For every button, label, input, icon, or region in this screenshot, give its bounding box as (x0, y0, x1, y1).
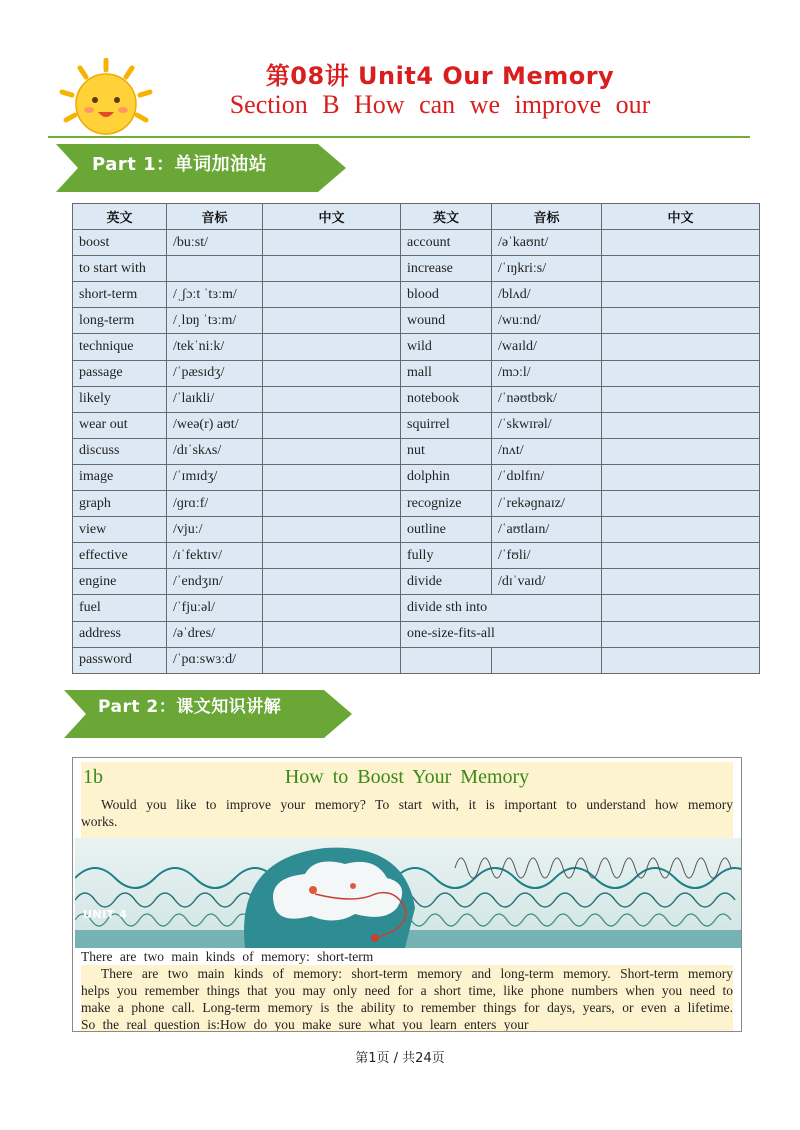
title-divider (48, 136, 750, 138)
english-word-cell: password (73, 647, 167, 673)
english-word-cell: fuel (73, 595, 167, 621)
table-row (73, 256, 760, 282)
phonetic-cell: /ˈɪŋkriːs/ (492, 256, 602, 282)
phonetic-cell: /ˈpæsɪdʒ/ (167, 360, 263, 386)
phonetic-cell: /ˈrekəɡnaɪz/ (492, 491, 602, 517)
english-word-cell: divide sth into (401, 595, 602, 621)
chinese-meaning-cell (263, 464, 401, 490)
english-word-cell (401, 647, 492, 673)
phonetic-cell: /vjuː/ (167, 517, 263, 543)
english-word-cell: one-size-fits-all (401, 621, 602, 647)
lesson-box (72, 757, 742, 1032)
lesson-paragraph-2: There are two main kinds of memory: short-term (81, 948, 733, 965)
table-row (73, 569, 760, 595)
part1-banner (56, 144, 346, 192)
english-word-cell: account (401, 230, 492, 256)
lesson-paragraph-1: Would you like to improve your memory? To start with, it is important to understand how memory works. (81, 797, 733, 829)
phonetic-cell: /nʌt/ (492, 438, 602, 464)
english-word-cell: technique (73, 334, 167, 360)
lesson-number: 1b (83, 766, 103, 788)
chinese-meaning-cell (263, 517, 401, 543)
chinese-meaning-cell (263, 386, 401, 412)
chinese-meaning-cell (602, 569, 760, 595)
english-word-cell: address (73, 621, 167, 647)
phonetic-cell: /buːst/ (167, 230, 263, 256)
memory-wave-banner-image (75, 838, 741, 948)
table-row (73, 386, 760, 412)
phonetic-cell: /ˈfʊli/ (492, 543, 602, 569)
chinese-meaning-cell (602, 517, 760, 543)
table-row (73, 360, 760, 386)
chinese-meaning-cell (263, 647, 401, 673)
english-word-cell: divide (401, 569, 492, 595)
table-row (73, 464, 760, 490)
table-row (73, 412, 760, 438)
phonetic-cell: /dɪˈvaɪd/ (492, 569, 602, 595)
chinese-meaning-cell (602, 438, 760, 464)
lesson-header-area (81, 762, 733, 840)
column-header: 英文 (401, 204, 492, 230)
phonetic-cell: /weə(r) aʊt/ (167, 412, 263, 438)
phonetic-cell: /ˈaʊtlaɪn/ (492, 517, 602, 543)
chinese-meaning-cell (602, 256, 760, 282)
english-word-cell: notebook (401, 386, 492, 412)
english-word-cell: graph (73, 491, 167, 517)
english-word-cell: blood (401, 282, 492, 308)
table-row (73, 282, 760, 308)
chinese-meaning-cell (263, 491, 401, 517)
phonetic-cell: /əˈkaʊnt/ (492, 230, 602, 256)
phonetic-cell: /ɡrɑːf/ (167, 491, 263, 517)
phonetic-cell: /mɔːl/ (492, 360, 602, 386)
english-word-cell: effective (73, 543, 167, 569)
part1-label: Part 1：单词加油站 (92, 154, 268, 175)
english-word-cell: passage (73, 360, 167, 386)
column-header: 中文 (602, 204, 760, 230)
phonetic-cell: /ˈɪmɪdʒ/ (167, 464, 263, 490)
chinese-meaning-cell (602, 308, 760, 334)
column-header: 英文 (73, 204, 167, 230)
phonetic-cell: /tekˈniːk/ (167, 334, 263, 360)
phonetic-cell: /waɪld/ (492, 334, 602, 360)
table-row (73, 595, 760, 621)
phonetic-cell: /ˌʃɔːt ˈtɜːm/ (167, 282, 263, 308)
table-row (73, 230, 760, 256)
table-row (73, 543, 760, 569)
table-row (73, 438, 760, 464)
phonetic-cell: /ɪˈfektɪv/ (167, 543, 263, 569)
table-row (73, 647, 760, 673)
chinese-meaning-cell (263, 438, 401, 464)
table-row (73, 491, 760, 517)
column-header: 音标 (492, 204, 602, 230)
lesson-paragraph-3: There are two main kinds of memory: short-term memory and long-term memory. Short-term memory helps you remember things that you may only need for a short time, like phone numbers when you need to make a phone call. Long-term memory is the ability to remember things for days, years, or even a lifetime. So the real question is:How do you make sure what you learn enters your (81, 966, 733, 1032)
chinese-meaning-cell (602, 464, 760, 490)
phonetic-cell: /ˈfjuːəl/ (167, 595, 263, 621)
chinese-meaning-cell (263, 569, 401, 595)
chinese-meaning-cell (263, 308, 401, 334)
chinese-meaning-cell (602, 595, 760, 621)
table-header-row (73, 204, 760, 230)
table-row (73, 334, 760, 360)
english-word-cell: outline (401, 517, 492, 543)
english-word-cell: to start with (73, 256, 167, 282)
table-row (73, 308, 760, 334)
phonetic-cell: /blʌd/ (492, 282, 602, 308)
phonetic-cell: /wuːnd/ (492, 308, 602, 334)
english-word-cell: image (73, 464, 167, 490)
chinese-meaning-cell (263, 412, 401, 438)
table-row (73, 517, 760, 543)
chinese-meaning-cell (263, 334, 401, 360)
chinese-meaning-cell (263, 230, 401, 256)
chinese-meaning-cell (602, 386, 760, 412)
english-word-cell: wild (401, 334, 492, 360)
chinese-meaning-cell (602, 647, 760, 673)
english-word-cell: dolphin (401, 464, 492, 490)
chinese-meaning-cell (263, 621, 401, 647)
english-word-cell: fully (401, 543, 492, 569)
page-subtitle: Section B How can we improve our (229, 90, 651, 119)
chinese-meaning-cell (263, 256, 401, 282)
chinese-meaning-cell (602, 491, 760, 517)
phonetic-cell (167, 256, 263, 282)
phonetic-cell: /ˈlaɪkli/ (167, 386, 263, 412)
chinese-meaning-cell (602, 543, 760, 569)
english-word-cell: likely (73, 386, 167, 412)
vocabulary-table (72, 203, 760, 674)
phonetic-cell (492, 647, 602, 673)
english-word-cell: long-term (73, 308, 167, 334)
chinese-meaning-cell (602, 334, 760, 360)
sun-mascot-icon (56, 58, 156, 144)
english-word-cell: increase (401, 256, 492, 282)
part2-banner (56, 690, 346, 738)
english-word-cell: discuss (73, 438, 167, 464)
column-header: 中文 (263, 204, 401, 230)
phonetic-cell: /ˈpɑːswɜːd/ (167, 647, 263, 673)
unit-label: UNIT 4 (83, 908, 128, 921)
chinese-meaning-cell (602, 412, 760, 438)
phonetic-cell: /ˈnəʊtbʊk/ (492, 386, 602, 412)
chinese-meaning-cell (263, 543, 401, 569)
english-word-cell: short-term (73, 282, 167, 308)
chinese-meaning-cell (263, 360, 401, 386)
phonetic-cell: /ˈdɒlfɪn/ (492, 464, 602, 490)
english-word-cell: squirrel (401, 412, 492, 438)
chinese-meaning-cell (602, 360, 760, 386)
lesson-title: How to Boost Your Memory (284, 766, 530, 788)
table-row (73, 621, 760, 647)
chinese-meaning-cell (602, 621, 760, 647)
english-word-cell: wound (401, 308, 492, 334)
english-word-cell: wear out (73, 412, 167, 438)
english-word-cell: engine (73, 569, 167, 595)
chinese-meaning-cell (602, 282, 760, 308)
chinese-meaning-cell (263, 282, 401, 308)
english-word-cell: recognize (401, 491, 492, 517)
english-word-cell: nut (401, 438, 492, 464)
phonetic-cell: /ˈskwɪrəl/ (492, 412, 602, 438)
english-word-cell: view (73, 517, 167, 543)
english-word-cell: boost (73, 230, 167, 256)
page-footer: 第1页 / 共24页 (355, 1051, 445, 1066)
part2-label: Part 2：课文知识讲解 (98, 697, 282, 717)
page-title: 第08讲 Unit4 Our Memory (265, 62, 615, 90)
chinese-meaning-cell (602, 230, 760, 256)
phonetic-cell: /ˈendʒɪn/ (167, 569, 263, 595)
column-header: 音标 (167, 204, 263, 230)
phonetic-cell: /ˌlɒŋ ˈtɜːm/ (167, 308, 263, 334)
phonetic-cell: /dɪˈskʌs/ (167, 438, 263, 464)
phonetic-cell: /əˈdres/ (167, 621, 263, 647)
chinese-meaning-cell (263, 595, 401, 621)
english-word-cell: mall (401, 360, 492, 386)
